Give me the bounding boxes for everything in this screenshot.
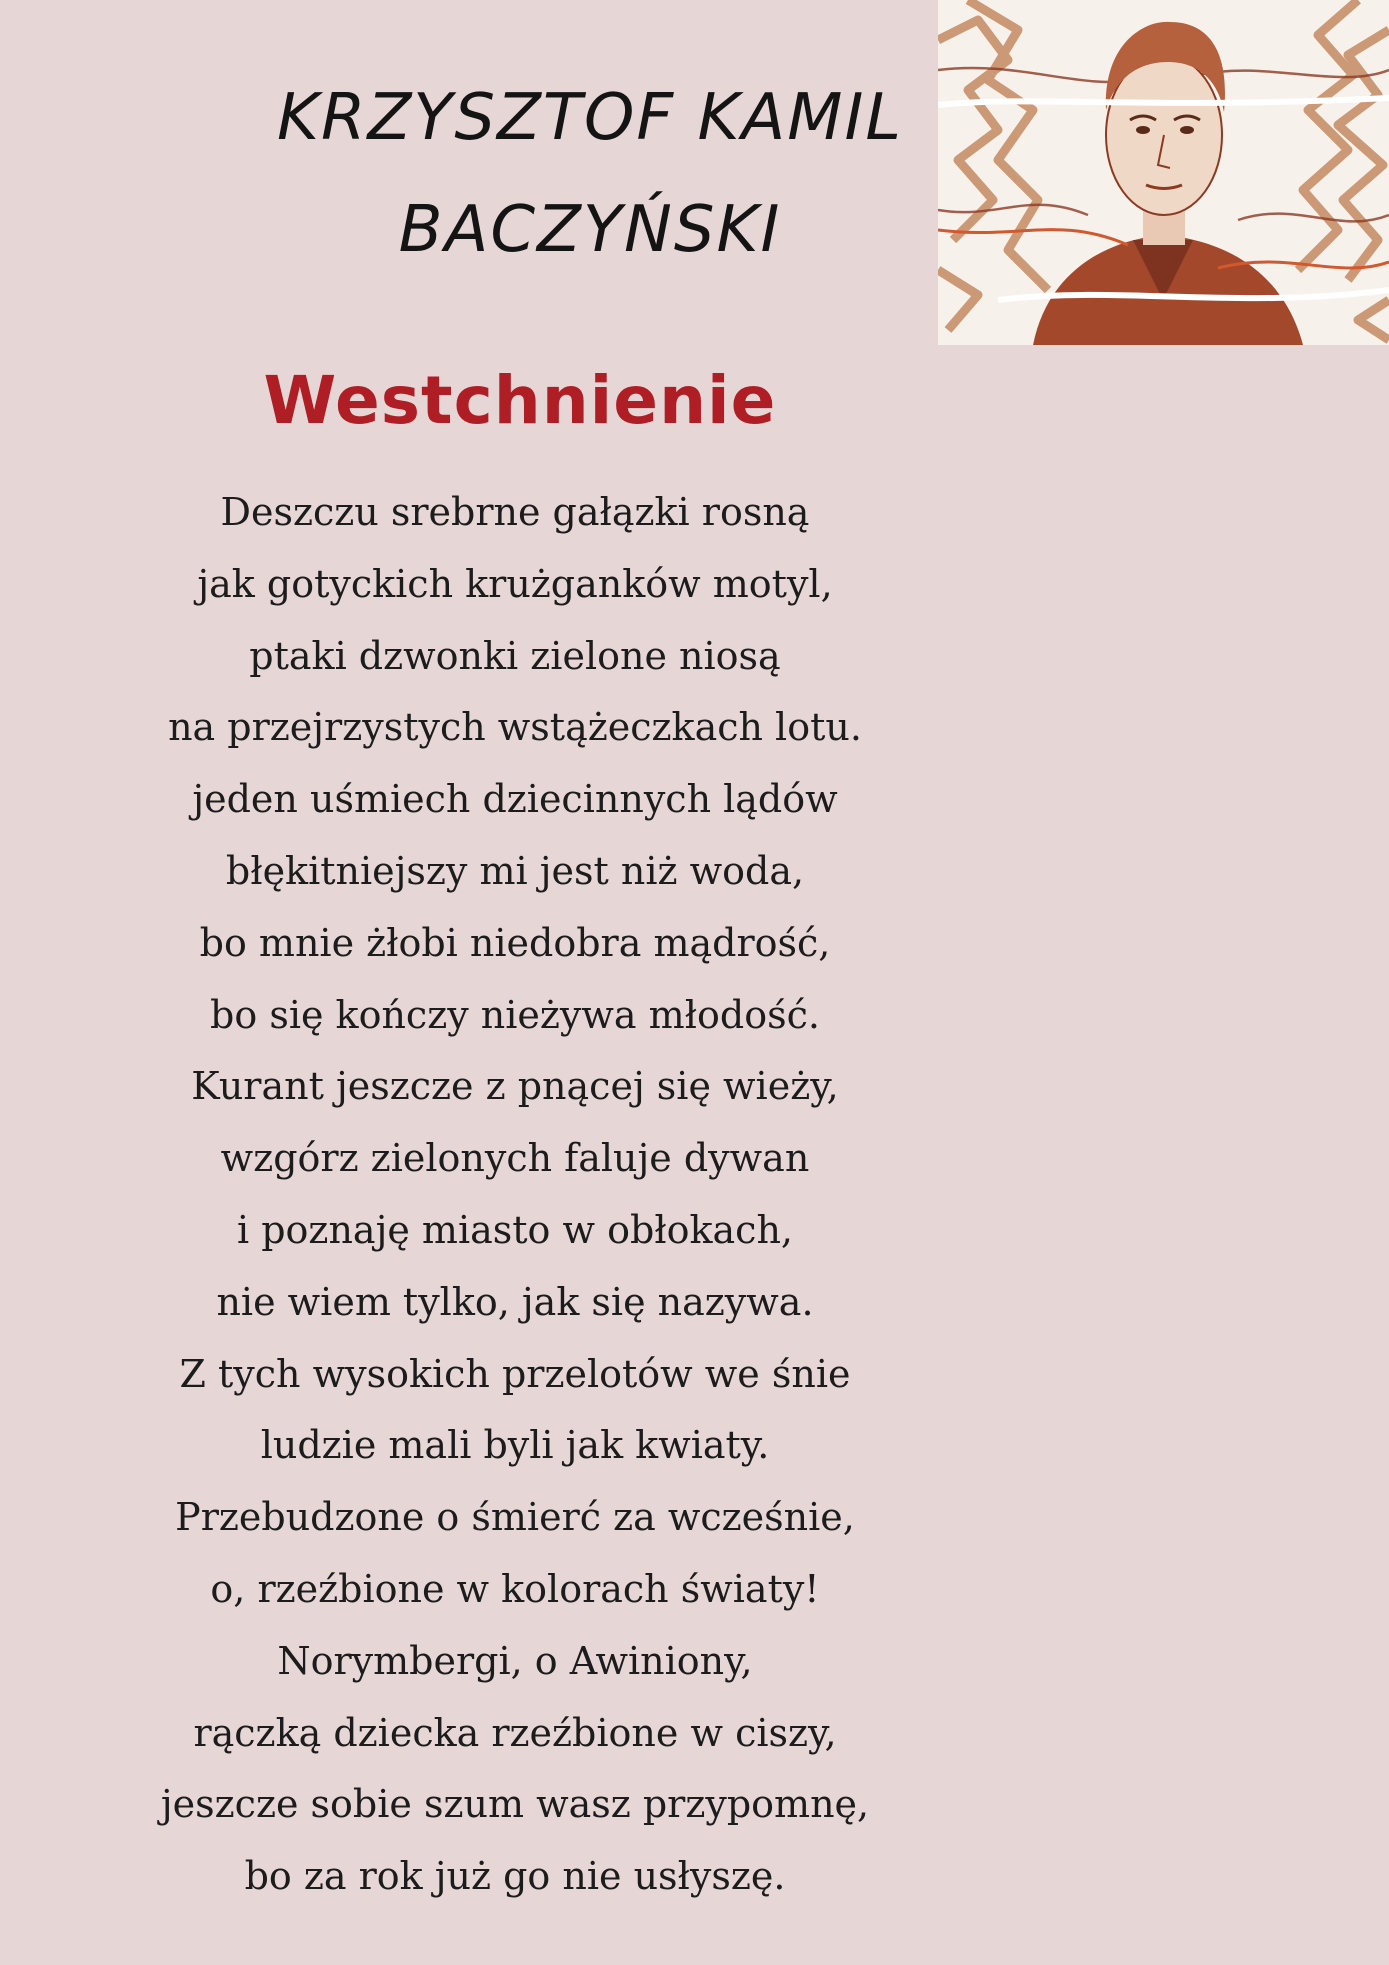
poem-line: rączką dziecka rzeźbione w ciszy, — [193, 1710, 837, 1755]
author-name-line-1: KRZYSZTOF KAMIL — [277, 81, 903, 155]
poem-line: na przejrzystych wstążeczkach lotu. — [168, 705, 862, 750]
poem-line: Deszczu srebrne gałązki rosną — [220, 490, 810, 534]
poem-line: bo mnie żłobi niedobra mądrość, — [199, 920, 831, 965]
poem-line: o, rzeźbione w kolorach światy! — [210, 1566, 820, 1611]
poem-line: błękitniejszy mi jest niż woda, — [225, 848, 805, 893]
author-name — [160, 62, 1020, 286]
poem-line: Kurant jeszcze z pnącej się wieży, — [191, 1064, 839, 1109]
poem-line: jeden uśmiech dziecinnych lądów — [192, 777, 838, 822]
poem-line: nie wiem tylko, jak się nazywa. — [216, 1279, 814, 1324]
poem-line: Z tych wysokich przelotów we śnie — [179, 1351, 851, 1396]
author-name-line-2: BACZYŃSKI — [398, 193, 782, 267]
poem-line: bo się kończy nieżywa młodość. — [210, 992, 820, 1037]
poem-line: i poznaję miasto w obłokach, — [236, 1207, 794, 1252]
poem-line: Przebudzone o śmierć za wcześnie, — [175, 1495, 855, 1540]
poem-line: jak gotyckich krużganków motyl, — [197, 561, 833, 606]
poem-verses — [110, 482, 920, 1918]
poem-line: jeszcze sobie szum wasz przypomnę, — [160, 1782, 870, 1827]
portrait-illustration-icon — [938, 0, 1389, 345]
poem-title: Westchnienie — [263, 362, 777, 439]
poem-line: Norymbergi, o Awiniony, — [277, 1638, 753, 1683]
poem-line: ptaki dzwonki zielone niosą — [249, 633, 781, 678]
poem-line: ludzie mali byli jak kwiaty. — [260, 1423, 770, 1468]
poem-line: bo za rok już go nie usłyszę. — [244, 1854, 786, 1899]
poem-line: wzgórz zielonych faluje dywan — [220, 1136, 810, 1181]
